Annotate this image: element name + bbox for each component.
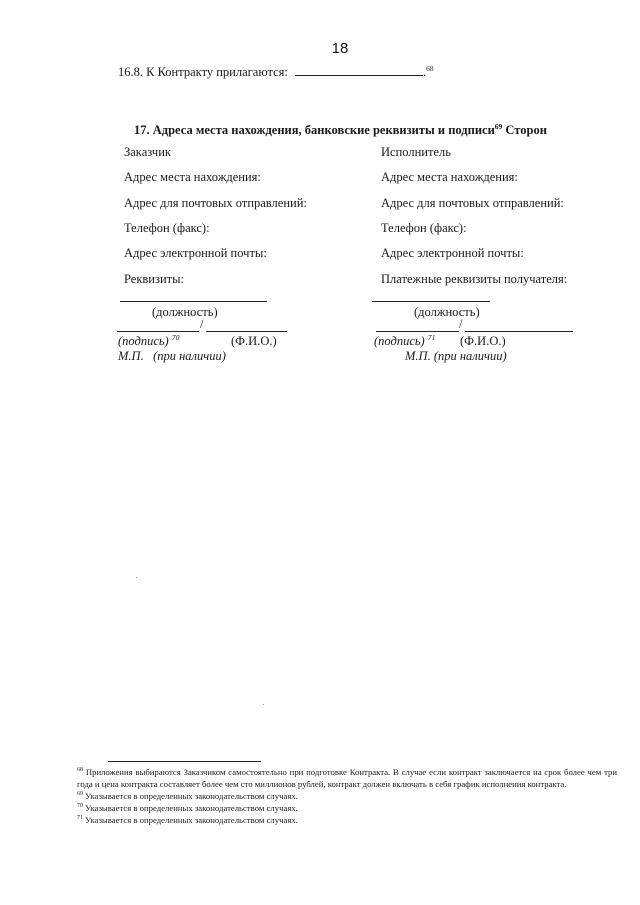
customer-stamp-caption: М.П. (при наличии) xyxy=(118,349,226,363)
customer-details-label: Реквизиты: xyxy=(124,272,184,286)
customer-signature-caption: (подпись) $^{70}$ xyxy=(118,332,180,348)
contractor-phone-label: Телефон (факс): xyxy=(381,221,467,235)
footnote-68: $^{68}$ Приложения выбираются Заказчиком самостоятельно при подготовке Контракта. В случае если контракт заключается на срок более чем три года и цена контракта составляет более чем сто миллионов рублей, контракт должен включать в себя график исполнения контракта. xyxy=(77,767,617,789)
contractor-details-label: Платежные реквизиты получателя: xyxy=(381,272,568,286)
section-17-heading xyxy=(134,123,547,138)
section-17-heading-tail: Сторон xyxy=(502,123,547,137)
scan-speck xyxy=(263,704,264,705)
section-16-8-text: 16.8. К Контракту прилагаются: xyxy=(118,65,292,79)
customer-title: Заказчик xyxy=(124,145,171,159)
contractor-address-label: Адрес места нахождения: xyxy=(381,170,518,184)
footnote-71: $^{71}$ Указывается в определенных законодательством случаях. xyxy=(77,815,298,825)
customer-position-line xyxy=(120,301,267,302)
contractor-email-label: Адрес электронной почты: xyxy=(381,246,524,260)
contractor-title: Исполнитель xyxy=(381,145,451,159)
contractor-name-caption: (Ф.И.О.) xyxy=(460,334,506,348)
footnotes xyxy=(77,766,617,826)
customer-position-caption: (должность) xyxy=(152,305,218,319)
contractor-postal-label: Адрес для почтовых отправлений: xyxy=(381,196,564,210)
footnote-ref-68: 68 xyxy=(426,63,434,73)
contractor-slash: / xyxy=(459,317,463,331)
customer-email-label: Адрес электронной почты: xyxy=(124,246,267,260)
attachments-blank-line xyxy=(295,64,423,76)
section-16-8: 16.8. К Контракту прилагаются: .$^{68}$ xyxy=(118,63,434,79)
footnote-ref-70: 70 xyxy=(171,332,180,342)
customer-name-line xyxy=(206,331,287,332)
footnote-ref-69: 69 xyxy=(494,121,503,131)
page-number: 18 xyxy=(331,40,349,57)
customer-address-label: Адрес места нахождения: xyxy=(124,170,261,184)
customer-phone-label: Телефон (факс): xyxy=(124,221,210,235)
customer-postal-label: Адрес для почтовых отправлений: xyxy=(124,196,307,210)
customer-slash: / xyxy=(200,317,204,331)
contractor-signature-line xyxy=(376,331,459,332)
customer-name-caption: (Ф.И.О.) xyxy=(231,334,277,348)
contractor-position-caption: (должность) xyxy=(414,305,480,319)
customer-signature-line xyxy=(117,331,199,332)
contractor-stamp-caption: М.П. (при наличии) xyxy=(405,349,507,363)
footnote-69: $^{69}$ Указывается в определенных законодательством случаях. xyxy=(77,791,298,801)
contractor-position-line xyxy=(372,301,490,302)
scan-speck xyxy=(136,577,137,578)
footnote-ref-71: 71 xyxy=(427,332,436,342)
footnote-separator xyxy=(108,761,261,762)
section-17-heading-text: 17. Адреса места нахождения, банковские реквизиты и подписи xyxy=(134,123,495,137)
contractor-signature-caption: (подпись) $^{71}$ xyxy=(374,332,436,348)
footnote-70: $^{70}$ Указывается в определенных законодательством случаях. xyxy=(77,803,298,813)
contractor-name-line xyxy=(465,331,573,332)
